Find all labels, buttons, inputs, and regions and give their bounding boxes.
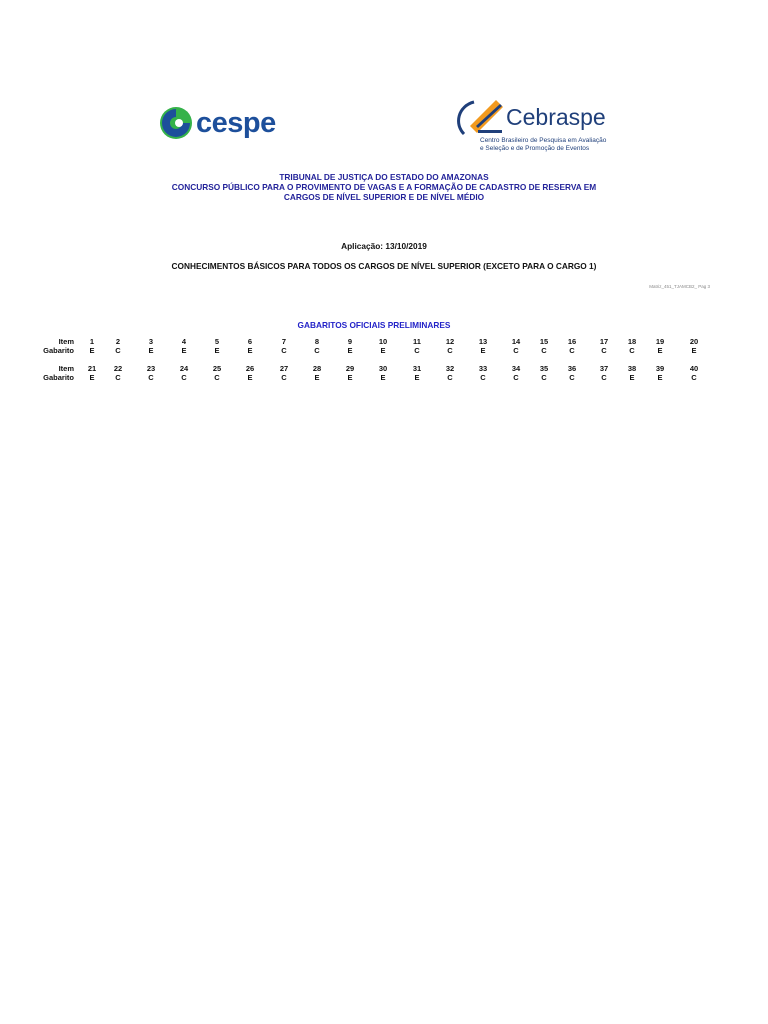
header-line-2: CONCURSO PÚBLICO PARA O PROVIMENTO DE VAGAS E A FORMAÇÃO DE CADASTRO DE RESERVA EM	[171, 182, 597, 192]
answer-cell: E	[314, 373, 320, 382]
item-cell: 17	[599, 337, 609, 346]
item-cell: 19	[655, 337, 665, 346]
answer-cell: C	[541, 346, 547, 355]
item-cell: 38	[627, 364, 637, 373]
item-cell: 10	[378, 337, 388, 346]
answer-cell: E	[657, 373, 663, 382]
item-cell: 32	[445, 364, 455, 373]
header-line-1: TRIBUNAL DE JUSTIÇA DO ESTADO DO AMAZONAS	[279, 172, 489, 182]
item-label: Item	[58, 337, 74, 346]
cespe-logo-text: cespe	[196, 107, 276, 139]
answer-cell: C	[148, 373, 154, 382]
answer-cell: E	[247, 373, 253, 382]
item-cell: 26	[245, 364, 255, 373]
answer-cell: C	[513, 373, 519, 382]
page-code: Matriz_451_TJAMCB2_ Pag 3	[649, 284, 710, 289]
item-cell: 3	[148, 337, 154, 346]
item-cell: 40	[689, 364, 699, 373]
cebraspe-subtitle-line2: e Seleção e de Promoção de Eventos	[480, 144, 590, 152]
item-cell: 34	[511, 364, 521, 373]
header-line-3: CARGOS DE NÍVEL SUPERIOR E DE NÍVEL MÉDIO	[283, 192, 485, 202]
cebraspe-logo	[456, 96, 628, 156]
answer-cell: E	[629, 373, 635, 382]
item-cell: 9	[347, 337, 353, 346]
answer-cell: C	[447, 346, 453, 355]
item-cell: 35	[539, 364, 549, 373]
answer-cell: C	[541, 373, 547, 382]
cespe-logo-mark-icon	[158, 104, 194, 142]
item-cell: 6	[247, 337, 253, 346]
answer-cell: C	[414, 346, 420, 355]
answer-cell: E	[414, 373, 420, 382]
gabarito-label: Gabarito	[43, 373, 74, 382]
item-cell: 28	[312, 364, 322, 373]
item-cell: 25	[212, 364, 222, 373]
answer-cell: C	[569, 346, 575, 355]
cespe-logo	[158, 104, 290, 146]
answer-cell: C	[447, 373, 453, 382]
item-cell: 39	[655, 364, 665, 373]
answer-cell: C	[601, 346, 607, 355]
answer-cell: C	[314, 346, 320, 355]
answer-cell: C	[480, 373, 486, 382]
answer-cell: C	[214, 373, 220, 382]
cebraspe-logo-subtitle	[480, 137, 630, 152]
item-cell: 7	[281, 337, 287, 346]
item-cell: 24	[179, 364, 189, 373]
item-cell: 22	[113, 364, 123, 373]
section-subtitle: CONHECIMENTOS BÁSICOS PARA TODOS OS CARGOS DE NÍVEL SUPERIOR (EXCETO PARA O CARGO 1)	[171, 261, 597, 271]
answer-cell: C	[629, 346, 635, 355]
item-cell: 29	[345, 364, 355, 373]
cebraspe-subtitle-line1: Centro Brasileiro de Pesquisa em Avaliação	[480, 137, 607, 144]
answer-cell: C	[569, 373, 575, 382]
item-cell: 1	[89, 337, 95, 346]
item-cell: 2	[115, 337, 121, 346]
item-cell: 5	[214, 337, 220, 346]
aplicacao-date: Aplicação: 13/10/2019	[341, 241, 427, 251]
answer-cell: E	[89, 346, 95, 355]
item-label: Item	[58, 364, 74, 373]
answer-cell: C	[281, 373, 287, 382]
cebraspe-logo-text: Cebraspe	[506, 104, 606, 130]
answer-cell: E	[247, 346, 253, 355]
item-cell: 18	[627, 337, 637, 346]
item-cell: 21	[87, 364, 97, 373]
item-cell: 31	[412, 364, 422, 373]
answer-cell: C	[513, 346, 519, 355]
answer-cell: E	[380, 373, 386, 382]
item-cell: 8	[314, 337, 320, 346]
item-cell: 13	[478, 337, 488, 346]
item-cell: 27	[279, 364, 289, 373]
answer-cell: E	[480, 346, 486, 355]
answer-cell: C	[115, 346, 121, 355]
item-cell: 20	[689, 337, 699, 346]
item-cell: 33	[478, 364, 488, 373]
answer-cell: E	[347, 346, 353, 355]
answer-cell: E	[214, 346, 220, 355]
answer-cell: C	[601, 373, 607, 382]
cebraspe-logo-mark-icon	[456, 96, 506, 140]
item-cell: 36	[567, 364, 577, 373]
gabarito-row-1	[0, 346, 768, 356]
item-cell: 12	[445, 337, 455, 346]
answer-cell: E	[89, 373, 95, 382]
gabarito-title: GABARITOS OFICIAIS PRELIMINARES	[297, 320, 451, 330]
document-header	[0, 172, 768, 202]
item-cell: 30	[378, 364, 388, 373]
answer-cell: E	[181, 346, 187, 355]
answer-cell: E	[657, 346, 663, 355]
item-cell: 37	[599, 364, 609, 373]
answer-cell: E	[380, 346, 386, 355]
answer-cell: C	[115, 373, 121, 382]
answer-cell: C	[281, 346, 287, 355]
answer-cell: C	[691, 373, 697, 382]
answer-cell: E	[347, 373, 353, 382]
gabarito-label: Gabarito	[43, 346, 74, 355]
item-cell: 16	[567, 337, 577, 346]
answer-cell: C	[181, 373, 187, 382]
item-cell: 15	[539, 337, 549, 346]
gabarito-row-2	[0, 373, 768, 383]
answer-cell: E	[148, 346, 154, 355]
answer-cell: E	[691, 346, 697, 355]
item-cell: 23	[146, 364, 156, 373]
item-cell: 14	[511, 337, 521, 346]
item-cell: 4	[181, 337, 187, 346]
item-cell: 11	[413, 337, 421, 346]
